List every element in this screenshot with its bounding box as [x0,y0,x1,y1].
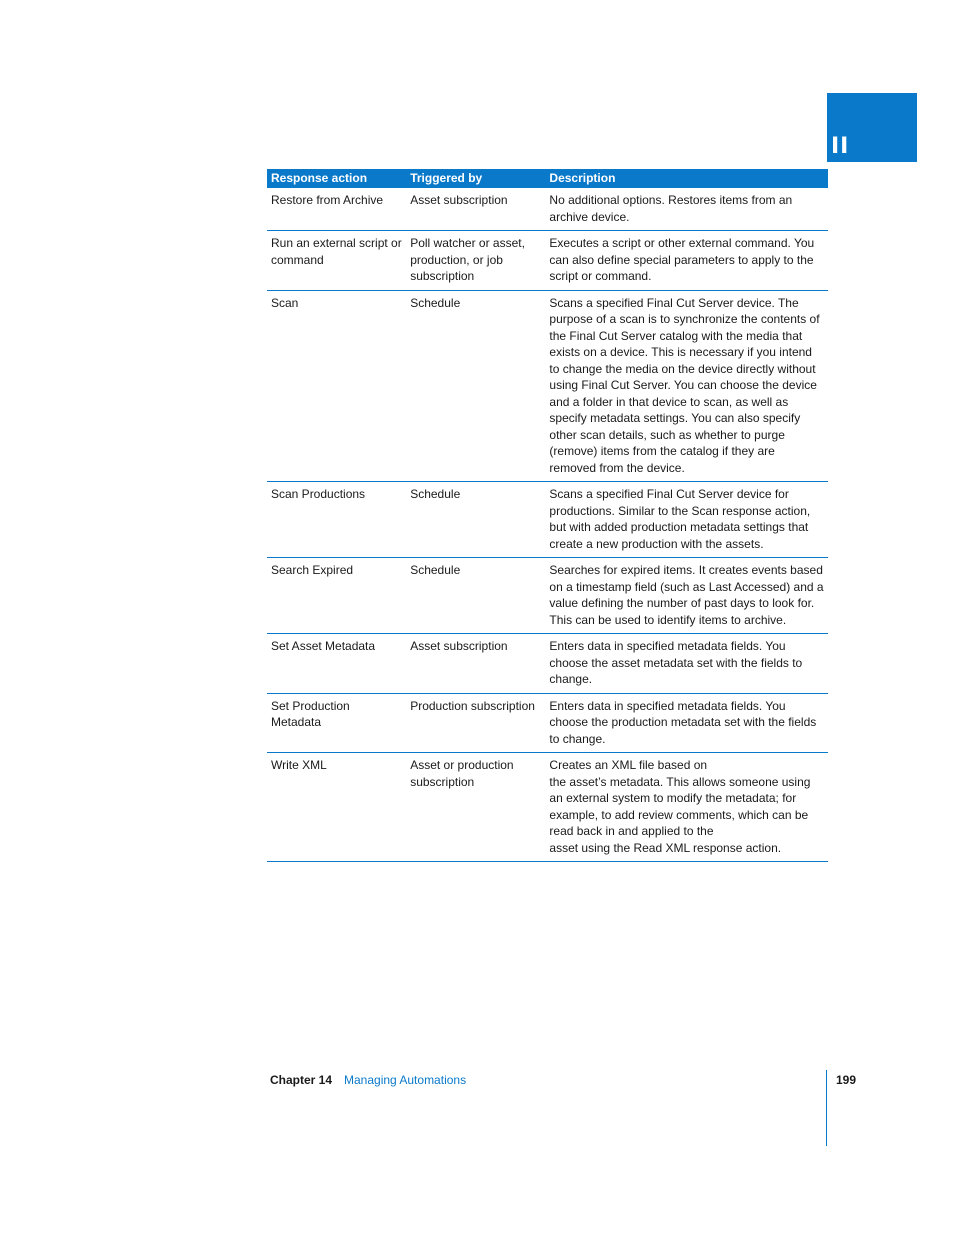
cell-action: Set Asset Metadata [267,634,406,694]
footer-chapter: Chapter 14 [270,1073,333,1087]
cell-action: Scan [267,290,406,482]
footer-divider [826,1070,827,1146]
cell-trigger: Schedule [406,558,545,634]
cell-trigger: Asset or production subscription [406,753,545,862]
header-triggered-by: Triggered by [406,169,545,188]
cell-description: Executes a script or other external command. You can also define special parameters to apply to the script or command. [545,231,828,291]
table-row [267,634,828,694]
header-response-action: Response action [267,169,406,188]
cell-description: Scans a specified Final Cut Server device. The purpose of a scan is to synchronize the contents of the Final Cut Server catalog with the media that exists on a device. This is necessary if you intend to change the media on the device directly without using Final Cut Server. You can choose the device and a folder in that device to scan, as well as specify metadata settings. You can also specify other scan details, such as whether to purge (remove) items from the catalog if they are removed from the device. [545,290,828,482]
cell-action: Search Expired [267,558,406,634]
cell-trigger: Schedule [406,290,545,482]
cell-trigger: Schedule [406,482,545,558]
cell-trigger: Asset subscription [406,634,545,694]
cell-description: Searches for expired items. It creates events based on a timestamp field (such as Last Accessed) and a value defining the number of past days to look for. This can be used to identify items to archive. [545,558,828,634]
cell-trigger: Asset subscription [406,188,545,231]
response-actions-table [267,169,828,862]
cell-description [545,753,828,862]
cell-action: Run an external script or command [267,231,406,291]
table-row [267,231,828,291]
description-line: asset using the Read XML response action. [549,840,782,855]
cell-action: Write XML [267,753,406,862]
part-label: II [831,134,850,159]
description-line: Creates an XML file based on [549,758,708,772]
part-tab [827,93,917,162]
table-row [267,753,828,862]
description-line: the asset’s metadata. This allows someone using an external system to modify the metadata; for example, to add review comments, which can be read back in and applied to the [549,774,811,838]
cell-action: Set Production Metadata [267,693,406,753]
table-header-row [267,169,828,188]
footer-chapter-title: Managing Automations [344,1073,467,1087]
header-description: Description [545,169,828,188]
table-row [267,188,828,231]
table-row [267,482,828,558]
cell-description: Scans a specified Final Cut Server device for productions. Similar to the Scan response action, but with added production metadata settings that create a new production with the assets. [545,482,828,558]
cell-description: Enters data in specified metadata fields. You choose the production metadata set with the fields to change. [545,693,828,753]
cell-trigger: Poll watcher or asset, production, or job subscription [406,231,545,291]
cell-description: Enters data in specified metadata fields. You choose the asset metadata set with the fields to change. [545,634,828,694]
table-row [267,290,828,482]
page-number: 199 [836,1073,857,1087]
table-row [267,693,828,753]
table-row [267,558,828,634]
cell-action: Scan Productions [267,482,406,558]
cell-description: No additional options. Restores items from an archive device. [545,188,828,231]
cell-trigger: Production subscription [406,693,545,753]
cell-action: Restore from Archive [267,188,406,231]
